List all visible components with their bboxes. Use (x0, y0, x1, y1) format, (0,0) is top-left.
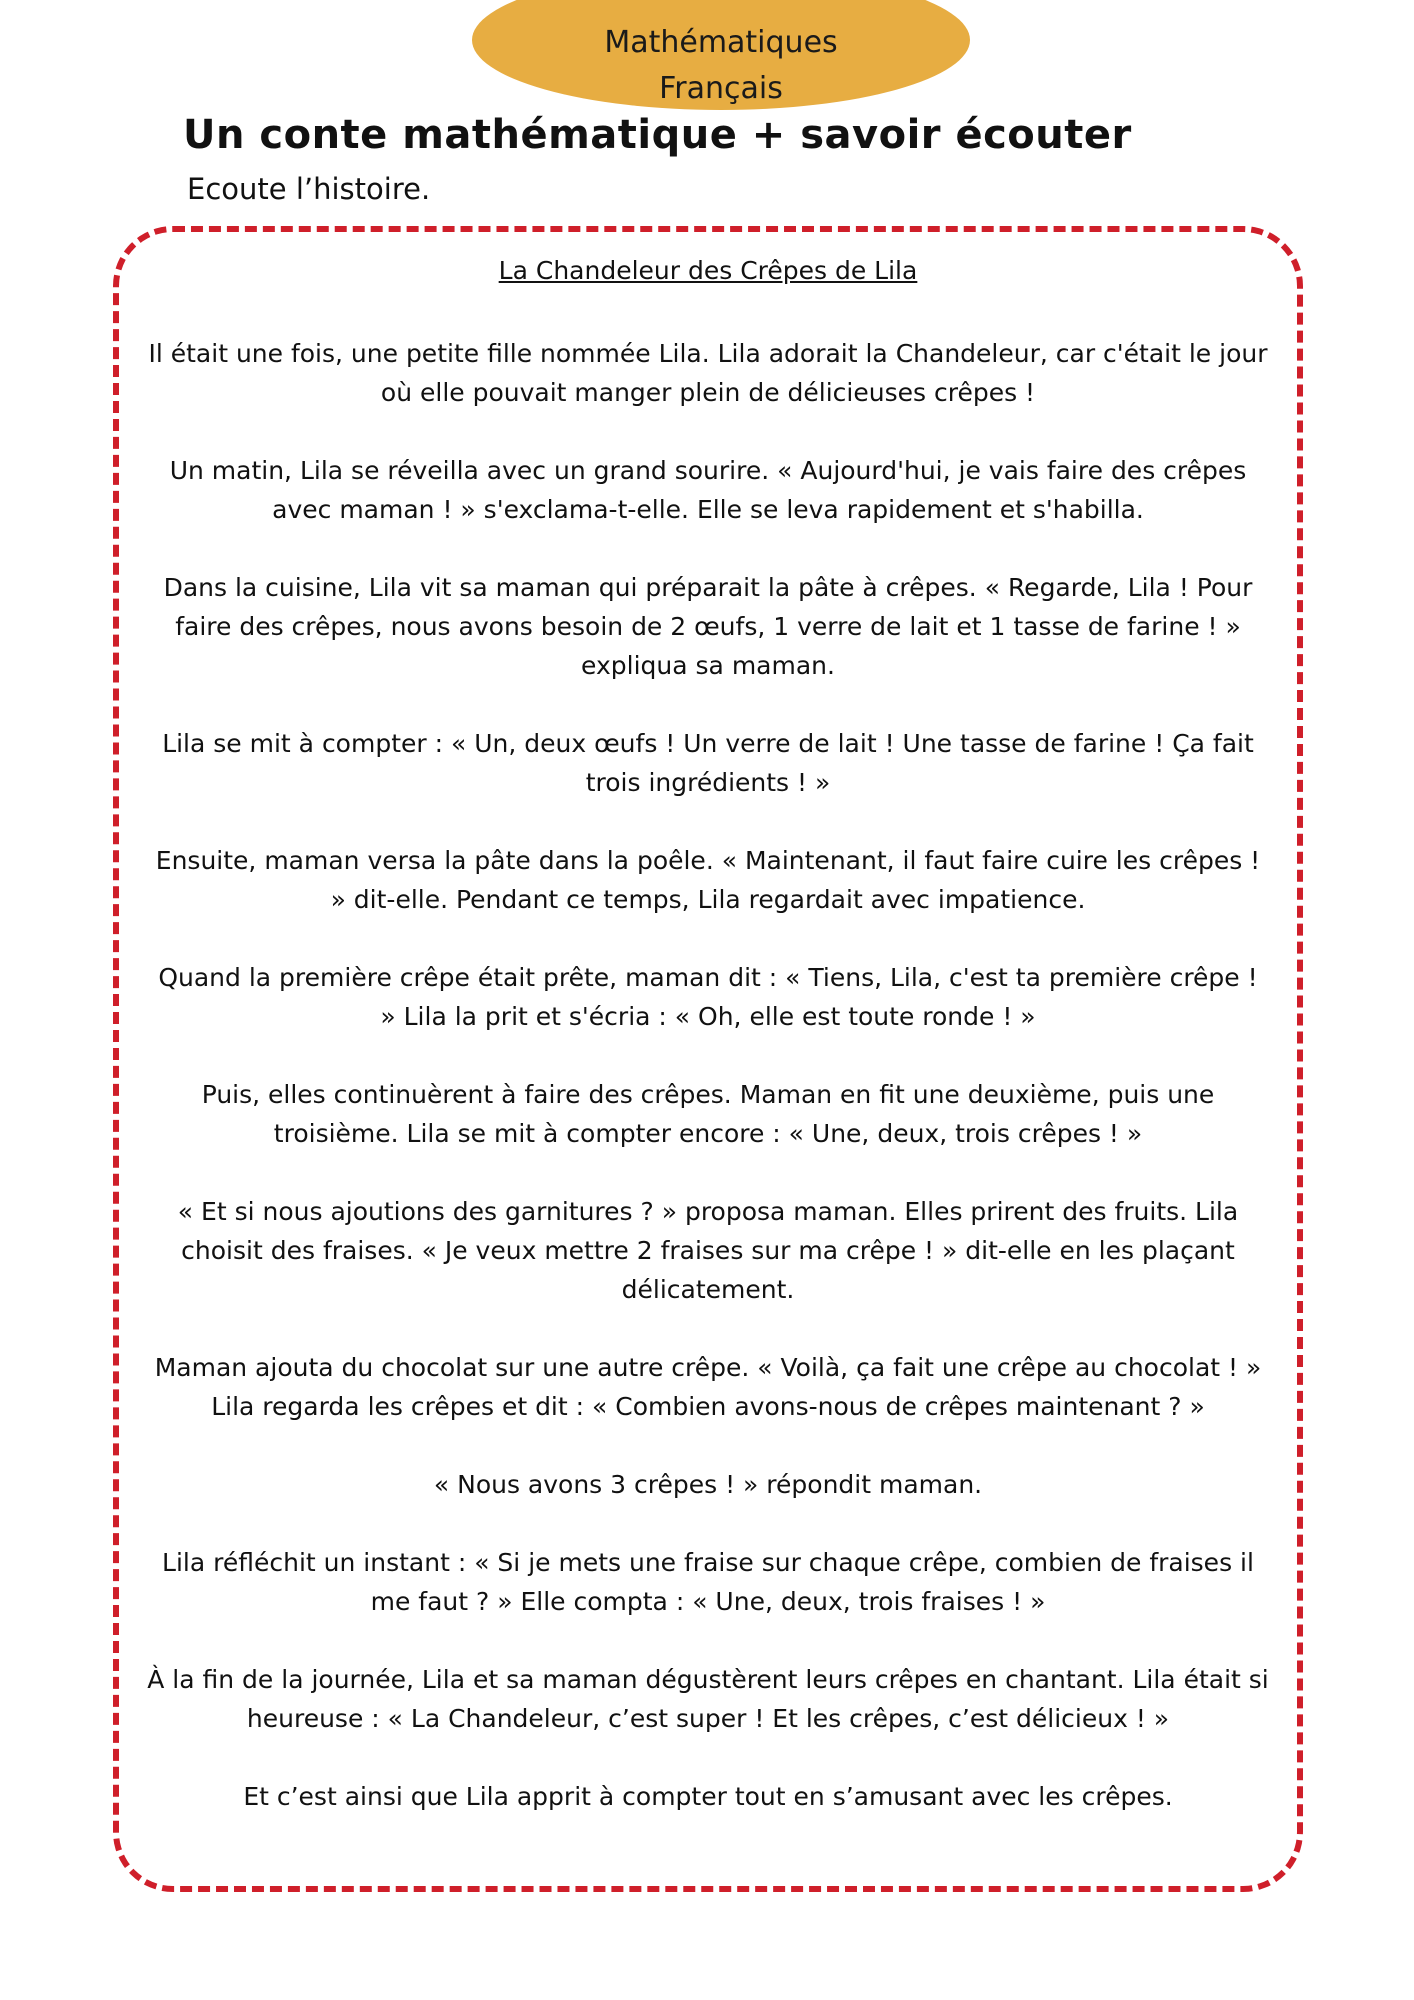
story-frame (113, 226, 1303, 1892)
story-paragraph: Il était une fois, une petite fille nommée Lila. Lila adorait la Chandeleur, car c'était le jour où elle pouvait manger plein de délicieuses crêpes ! (148, 339, 1268, 407)
instruction-text: Ecoute l’histoire. (187, 172, 431, 206)
story-paragraph: Un matin, Lila se réveilla avec un grand sourire. « Aujourd'hui, je vais faire des crêpes avec maman ! » s'exclama-t-elle. Elle se leva rapidement et s'habilla. (169, 456, 1247, 524)
page-title: Un conte mathématique + savoir écouter (183, 112, 1132, 158)
subject-french: Français (659, 71, 783, 106)
story-paragraph: Dans la cuisine, Lila vit sa maman qui préparait la pâte à crêpes. « Regarde, Lila ! Pour faire des crêpes, nous avons besoin de 2 œufs, 1 verre de lait et 1 tasse de farine ! » expliqua sa maman. (163, 573, 1253, 680)
story-paragraph: Maman ajouta du chocolat sur une autre crêpe. « Voilà, ça fait une crêpe au chocolat ! » Lila regarda les crêpes et dit : « Combien avons-nous de crêpes maintenant ? » (154, 1353, 1262, 1421)
story-paragraph: Puis, elles continuèrent à faire des crêpes. Maman en fit une deuxième, puis une troisième. Lila se mit à compter encore : « Une, deux, trois crêpes ! » (201, 1080, 1215, 1148)
story-title: La Chandeleur des Crêpes de Lila (498, 256, 918, 285)
story-paragraph: Quand la première crêpe était prête, maman dit : « Tiens, Lila, c'est ta première crêpe ! » Lila la prit et s'écria : « Oh, elle est toute ronde ! » (158, 963, 1258, 1031)
story-paragraph: « Et si nous ajoutions des garnitures ? » proposa maman. Elles prirent des fruits. Lila choisit des fraises. « Je veux mettre 2 fraises sur ma crêpe ! » dit-elle en les plaçant délicatement. (177, 1197, 1239, 1304)
story-paragraph: Et c’est ainsi que Lila apprit à compter tout en s’amusant avec les crêpes. (243, 1782, 1173, 1811)
story-paragraph: Lila réfléchit un instant : « Si je mets une fraise sur chaque crêpe, combien de fraises il me faut ? » Elle compta : « Une, deux, trois fraises ! » (162, 1548, 1254, 1616)
story-paragraph: Ensuite, maman versa la pâte dans la poêle. « Maintenant, il faut faire cuire les crêpes ! » dit-elle. Pendant ce temps, Lila regardait avec impatience. (155, 846, 1261, 914)
subject-badge (472, 0, 970, 110)
story-paragraph: Lila se mit à compter : « Un, deux œufs ! Un verre de lait ! Une tasse de farine ! Ça fait trois ingrédients ! » (162, 729, 1254, 797)
story-paragraph: « Nous avons 3 crêpes ! » répondit maman. (433, 1470, 983, 1499)
story-paragraph: À la fin de la journée, Lila et sa maman dégustèrent leurs crêpes en chantant. Lila était si heureuse : « La Chandeleur, c’est super ! Et les crêpes, c’est délicieux ! » (147, 1665, 1269, 1733)
subject-labels (472, 20, 970, 112)
subject-math: Mathématiques (604, 25, 838, 60)
story-body (147, 334, 1269, 1855)
